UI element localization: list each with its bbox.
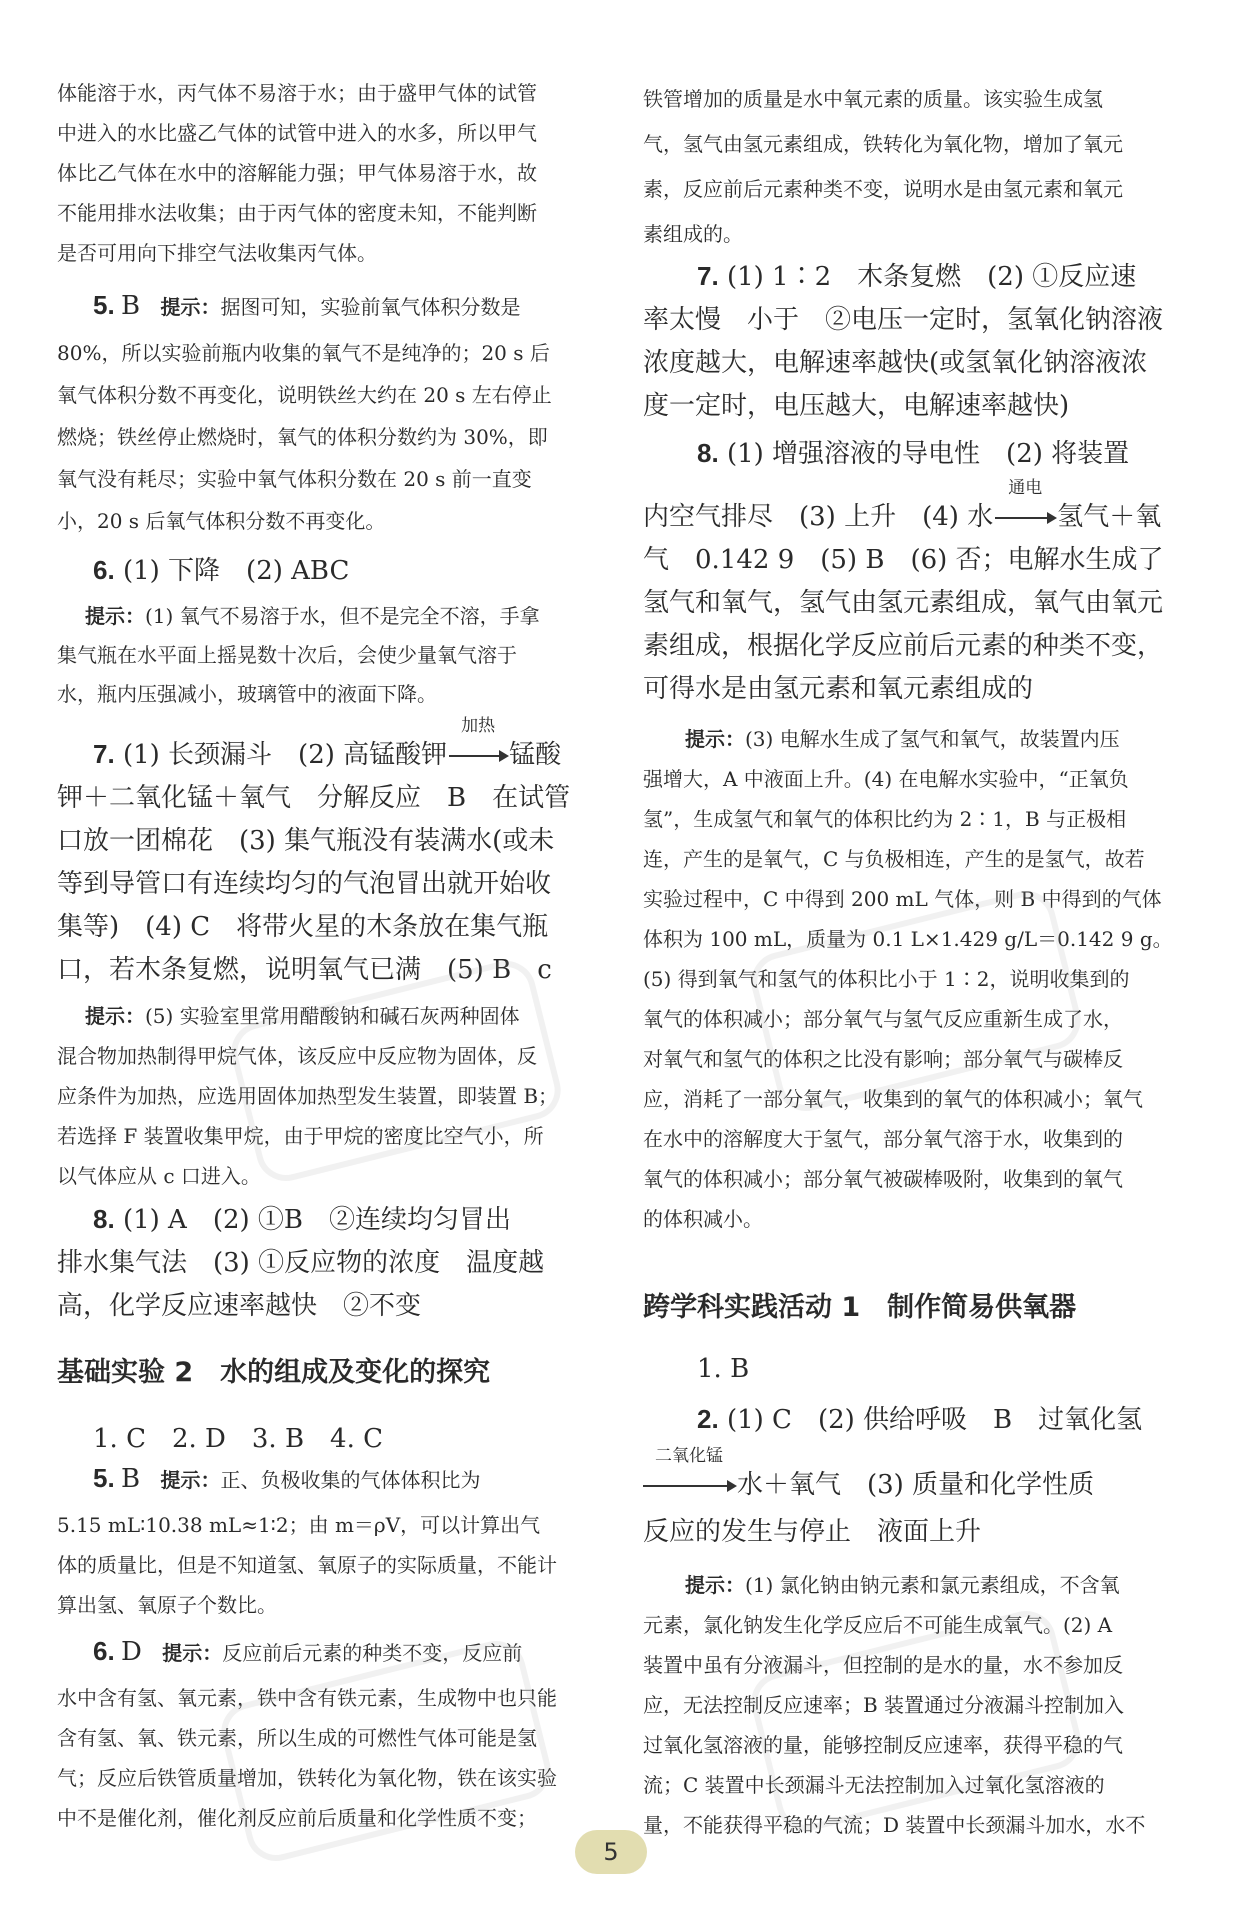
question-number: 6. (93, 1636, 115, 1666)
text-line: 水，瓶内压强减小，玻璃管中的液面下降。 (57, 682, 437, 706)
hint-label: 提示： (85, 1004, 145, 1028)
text-line: 混合物加热制得甲烷气体，该反应中反应物为固体，反 (57, 1044, 537, 1068)
text-line: 口，若木条复燃，说明氧气已满 (5) B c (57, 955, 552, 985)
hint-text: 正、负极收集的气体体积比为 (220, 1468, 481, 1492)
text-line: 氧气体积分数不再变化，说明铁丝大约在 20 s 左右停止 (57, 383, 552, 407)
question-number: 5. (93, 290, 115, 320)
text-line: 量，不能获得平稳的气流；D 装置中长颈漏斗加水，水不 (643, 1813, 1146, 1837)
text-line: 钾＋二氧化锰＋氧气 分解反应 B 在试管 (57, 783, 571, 813)
hint-label: 提示： (162, 1641, 223, 1665)
text-line: 元素，氯化钠发生化学反应后不可能生成氧气。(2) A (643, 1613, 1113, 1637)
text-line: 不能用排水法收集；由于丙气体的密度未知，不能判断 (57, 201, 537, 225)
text-line: 算出氢、氧原子个数比。 (57, 1593, 277, 1617)
hint-text: 据图可知，实验前氧气体积分数是 (220, 295, 521, 319)
hint-text: (3) 电解水生成了氢气和氧气，故装置内压 (745, 727, 1120, 751)
text-line: 排水集气法 (3) ①反应物的浓度 温度越 (57, 1248, 545, 1278)
question-number: 6. (93, 555, 115, 585)
text-line: 80%，所以实验前瓶内收集的氧气不是纯净的；20 s 后 (57, 341, 550, 365)
text-line: 装置中虽有分液漏斗，但控制的是水的量，水不参加反 (643, 1653, 1123, 1677)
watermark-graphic (745, 1605, 1087, 1838)
question-number: 7. (697, 261, 719, 291)
answers-1-4: 1. C 2. D 3. B 4. C (93, 1424, 384, 1454)
text-line: 体能溶于水，丙气体不易溶于水；由于盛甲气体的试管 (57, 81, 537, 105)
text-line: 气；反应后铁管质量增加，铁转化为氧化物，铁在该实验 (57, 1766, 557, 1790)
text-line: 氧气没有耗尽；实验中氧气体积分数在 20 s 前一直变 (57, 467, 532, 491)
answer-value: B (121, 1464, 141, 1494)
answer-value: (1) 下降 (2) ABC (122, 556, 350, 586)
text-line: (5) 得到氧气和氢气的体积比小于 1∶2，说明收集到的 (643, 967, 1130, 991)
text-line: 对氧气和氢气的体积之比没有影响；部分氧气与碳棒反 (643, 1047, 1123, 1071)
text-line: 过氧化氢溶液的量，能够控制反应速率，获得平稳的气 (643, 1733, 1123, 1757)
text-line: 反应的发生与停止 液面上升 (643, 1517, 982, 1547)
text-line: 水中含有氢、氧元素，铁中含有铁元素，生成物中也只能 (57, 1686, 557, 1710)
answer-value: 锰酸 (509, 740, 562, 770)
text-line: 若选择 F 装置收集甲烷，由于甲烷的密度比空气小，所 (57, 1124, 544, 1148)
text-line: 应，无法控制反应速率；B 装置通过分液漏斗控制加入 (643, 1693, 1125, 1717)
answer-value: 水＋氧气 (3) 质量和化学性质 (737, 1470, 1095, 1500)
text-line: 口放一团棉花 (3) 集气瓶没有装满水(或未 (57, 826, 555, 856)
text-line: 氢”，生成氢气和氧气的体积比约为 2∶1，B 与正极相 (643, 807, 1127, 831)
question-number: 8. (93, 1204, 115, 1234)
text-line: 应，消耗了一部分氧气，收集到的氧气的体积减小；氧气 (643, 1087, 1143, 1111)
text-line: 素组成的。 (643, 222, 743, 246)
hint-label: 提示： (160, 295, 221, 319)
text-line: 强增大，A 中液面上升。(4) 在电解水实验中，“正氧负 (643, 767, 1129, 791)
answer-6 (93, 550, 349, 587)
text-line: 连，产生的是氧气，C 与负极相连，产生的是氢气，故若 (643, 847, 1145, 871)
text-line: 氢气和氧气，氢气由氢元素组成，氧气由氧元 (643, 588, 1164, 618)
text-line: 流；C 装置中长颈漏斗无法控制加入过氧化氢溶液的 (643, 1773, 1105, 1797)
answer-value: D (121, 1637, 142, 1667)
reaction-arrow (643, 1446, 735, 1500)
text-line: 以气体应从 c 口进入。 (57, 1164, 261, 1188)
text-line: 气，氢气由氢元素组成，铁转化为氧化物，增加了氧元 (643, 132, 1123, 156)
answer-5 (93, 290, 521, 321)
arrow-shaft (449, 755, 507, 757)
answer-value: (1) 1∶2 木条复燃 (2) ①反应速 (726, 262, 1137, 292)
text-line: 率太慢 小于 ②电压一定时，氢氧化钠溶液 (643, 305, 1164, 335)
hint-line (685, 723, 1120, 752)
text-line: 气 0.142 9 (5) B (6) 否；电解水生成了 (643, 545, 1164, 575)
answer-value: 氢气＋氧 (1057, 502, 1162, 532)
text-line: 浓度越大，电解速率越快(或氢氧化钠溶液浓 (643, 348, 1148, 378)
question-number: 2. (697, 1404, 719, 1434)
answer-value: (1) 增强溶液的导电性 (2) 将装置 (726, 439, 1130, 469)
text-line: 氧气的体积减小；部分氧气被碳棒吸附，收集到的氧气 (643, 1167, 1123, 1191)
section-title: 跨学科实践活动 1 制作简易供氧器 (643, 1292, 1077, 1323)
answer-1: 1. B (697, 1354, 750, 1384)
text-line: 体的质量比，但是不知道氢、氧原子的实际质量，不能计 (57, 1553, 557, 1577)
text-line: 集气瓶在水平面上摇晃数十次后，会使少量氧气溶于 (57, 643, 517, 667)
text-line: 集等) (4) C 将带火星的木条放在集气瓶 (57, 912, 549, 942)
arrow-shaft (643, 1485, 735, 1487)
watermark-graphic (225, 955, 567, 1188)
section-title: 基础实验 2 水的组成及变化的探究 (57, 1357, 491, 1388)
reaction-arrow (449, 716, 507, 770)
text-line: 高，化学反应速率越快 ②不变 (57, 1291, 422, 1321)
hint-label: 提示： (160, 1468, 221, 1492)
text-line: 5.15 mL∶10.38 mL≈1∶2；由 m＝ρV，可以计算出气 (57, 1513, 541, 1537)
text-line: 中进入的水比盛乙气体的试管中进入的水多，所以甲气 (57, 121, 537, 145)
answer-7 (93, 716, 562, 771)
text-line: 体积为 100 mL，质量为 0.1 L×1.429 g/L＝0.142 9 g。 (643, 927, 1173, 951)
text-line: 在水中的溶解度大于氢气，部分氧气溶于水，收集到的 (643, 1127, 1123, 1151)
hint-label: 提示： (85, 604, 145, 628)
page-number: 5 (575, 1830, 647, 1874)
answer-value: (1) 长颈漏斗 (2) 高锰酸钾 (122, 740, 448, 770)
answer-8 (93, 1199, 511, 1236)
answer-value: (1) C (2) 供给呼吸 B 过氧化氢 (726, 1405, 1143, 1435)
hint-label: 提示： (685, 1573, 745, 1597)
answer-value: (1) A (2) ①B ②连续均匀冒出 (122, 1205, 512, 1235)
text-line: 实验过程中，C 中得到 200 mL 气体，则 B 中得到的气体 (643, 887, 1162, 911)
answer-value: B (121, 291, 141, 321)
hint-text: (1) 氧气不易溶于水，但不是完全不溶，手拿 (145, 604, 540, 628)
arrow-shaft (995, 517, 1055, 519)
text-line: 素组成，根据化学反应前后元素的种类不变， (643, 631, 1164, 661)
text-line: 中不是催化剂，催化剂反应前后质量和化学性质不变； (57, 1806, 537, 1830)
reaction-condition: 二氧化锰 (655, 1446, 723, 1466)
answer-5b (93, 1463, 481, 1494)
text-line: 可得水是由氢元素和氧元素组成的 (643, 674, 1034, 704)
answer-value: 内空气排尽 (3) 上升 (4) 水 (643, 502, 994, 532)
text-line: 含有氢、氧、铁元素，所以生成的可燃性气体可能是氢 (57, 1726, 537, 1750)
text-line: 素，反应前后元素种类不变，说明水是由氢元素和氧元 (643, 177, 1123, 201)
text-line: 的体积减小。 (643, 1207, 763, 1231)
question-number: 5. (93, 1463, 115, 1493)
hint-label: 提示： (685, 727, 745, 751)
reaction-condition: 通电 (1008, 478, 1043, 498)
hint-text: 反应前后元素的种类不变，反应前 (222, 1641, 523, 1665)
text-line: 等到导管口有连续均匀的气泡冒出就开始收 (57, 869, 552, 899)
hint-line (85, 600, 540, 629)
hint-text: (1) 氯化钠由钠元素和氯元素组成，不含氧 (745, 1573, 1120, 1597)
text-line: 燃烧；铁丝停止燃烧时，氧气的体积分数约为 30%，即 (57, 425, 548, 449)
answer-7 (697, 256, 1136, 293)
text-line: 是否可用向下排空气法收集丙气体。 (57, 241, 377, 265)
question-number: 8. (697, 438, 719, 468)
text-line: 度一定时，电压越大，电解速率越快) (643, 391, 1070, 421)
reaction-condition: 加热 (461, 716, 496, 736)
answer-8 (697, 433, 1129, 470)
reaction-arrow (995, 478, 1055, 532)
text-line: 体比乙气体在水中的溶解能力强；甲气体易溶于水，故 (57, 161, 537, 185)
hint-text: (5) 实验室里常用醋酸钠和碱石灰两种固体 (145, 1004, 520, 1028)
hint-line (685, 1569, 1120, 1598)
text-line (643, 478, 1162, 533)
text-line: 铁管增加的质量是水中氧元素的质量。该实验生成氢 (643, 87, 1103, 111)
text-line: 小，20 s 后氧气体积分数不再变化。 (57, 509, 386, 533)
watermark-graphic (215, 1635, 557, 1868)
text-line (643, 1446, 1095, 1501)
question-number: 7. (93, 739, 115, 769)
answer-2 (697, 1399, 1142, 1436)
text-line: 应条件为加热，应选用固体加热型发生装置，即装置 B； (57, 1084, 559, 1108)
text-line: 氧气的体积减小；部分氧气与氢气反应重新生成了水， (643, 1007, 1123, 1031)
